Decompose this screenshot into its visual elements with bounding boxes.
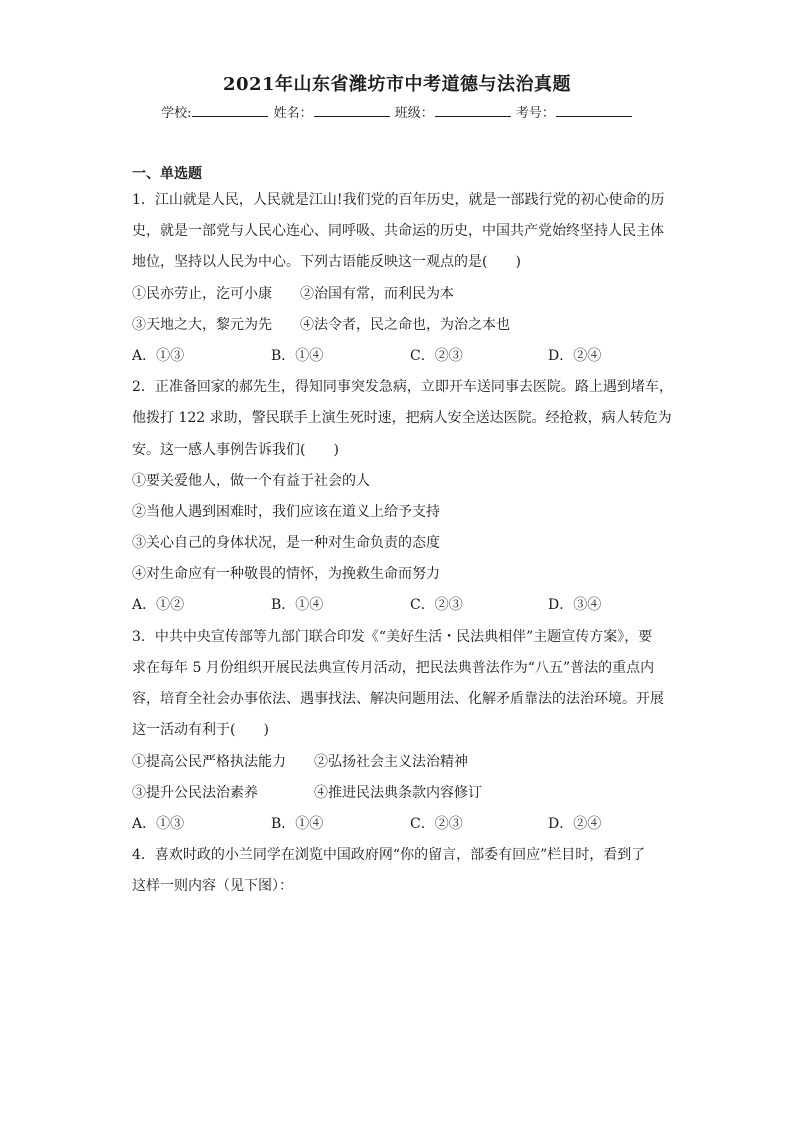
question-2-item-3: ③关心自己的身体状况，是一种对生命负责的态度 (132, 535, 440, 551)
class-label: 班级： (394, 106, 434, 121)
class-blank (435, 104, 511, 117)
question-4-line-2: 这样一则内容（见下图）： (132, 878, 293, 894)
question-2-item-4: ④对生命应有一种敬畏的情怀，为挽救生命而努力 (132, 566, 440, 582)
school-label: 学校: (161, 106, 192, 121)
question-2-option-b: B．①④ (271, 597, 324, 613)
question-3-item-1: ①提高公民严格执法能力 ②弘扬社会主义法治精神 (132, 754, 468, 770)
question-1-option-d: D．②④ (548, 348, 602, 364)
question-3-line-3: 容，培育全社会办事依法、遇事找法、解决问题用法、化解矛盾靠法的法治环境。开展 (132, 691, 664, 707)
student-info-row (0, 102, 794, 121)
section-title: 一、单选题 (132, 166, 202, 182)
name-label: 姓名： (273, 106, 313, 121)
question-3-option-a: A．①③ (132, 816, 185, 832)
question-3-option-c: C．②③ (410, 816, 463, 832)
number-blank (556, 104, 632, 117)
school-blank (192, 104, 268, 117)
number-label: 考号： (515, 106, 555, 121)
question-3-option-b: B．①④ (271, 816, 324, 832)
question-1-line-3: 地位，坚持以人民为中心。下列古语能反映这一观点的是( ) (132, 254, 521, 270)
question-1-option-b: B．①④ (271, 348, 324, 364)
question-1-option-c: C．②③ (410, 348, 463, 364)
question-1-item-1: ①民亦劳止，汔可小康 ②治国有常，而利民为本 (132, 286, 454, 302)
question-2-option-a: A．①② (132, 597, 185, 613)
question-3-line-2: 求在每年 5 月份组织开展民法典宣传月活动，把民法典普法作为“八五”普法的重点内 (132, 660, 655, 676)
question-3-line-4: 这一活动有利于( ) (132, 722, 269, 738)
question-2-item-2: ②当他人遇到困难时，我们应该在道义上给予支持 (132, 504, 440, 520)
question-1-line-2: 史，就是一部党与人民心连心、同呼吸、共命运的历史，中国共产党始终坚持人民主体 (132, 223, 664, 239)
question-3-line-1: 3．中共中央宣传部等九部门联合印发《“美好生活・民法典相伴”主题宣传方案》，要 (132, 629, 653, 645)
question-1-option-a: A．①③ (132, 348, 185, 364)
question-2-line-3: 安。这一感人事例告诉我们( ) (132, 442, 339, 458)
question-3-option-d: D．②④ (548, 816, 602, 832)
question-3-item-2: ③提升公民法治素养 ④推进民法典条款内容修订 (132, 785, 482, 801)
page-title: 2021年山东省潍坊市中考道德与法治真题 (222, 74, 572, 95)
question-4-line-1: 4．喜欢时政的小兰同学在浏览中国政府网“你的留言，部委有回应”栏目时，看到了 (132, 847, 646, 863)
question-1-item-2: ③天地之大，黎元为先 ④法令者，民之命也，为治之本也 (132, 317, 510, 333)
question-2-line-1: 2．正准备回家的郝先生，得知同事突发急病，立即开车送同事去医院。路上遇到堵车， (132, 379, 673, 395)
question-2-item-1: ①要关爱他人，做一个有益于社会的人 (132, 473, 370, 489)
question-1-line-1: 1．江山就是人民，人民就是江山!我们党的百年历史，就是一部践行党的初心使命的历 (132, 192, 665, 208)
name-blank (314, 104, 390, 117)
question-2-option-d: D．③④ (548, 597, 602, 613)
question-2-option-c: C．②③ (410, 597, 463, 613)
question-2-line-2: 他拨打 122 求助，警民联手上演生死时速，把病人安全送达医院。经抢救，病人转危为 (132, 410, 672, 426)
